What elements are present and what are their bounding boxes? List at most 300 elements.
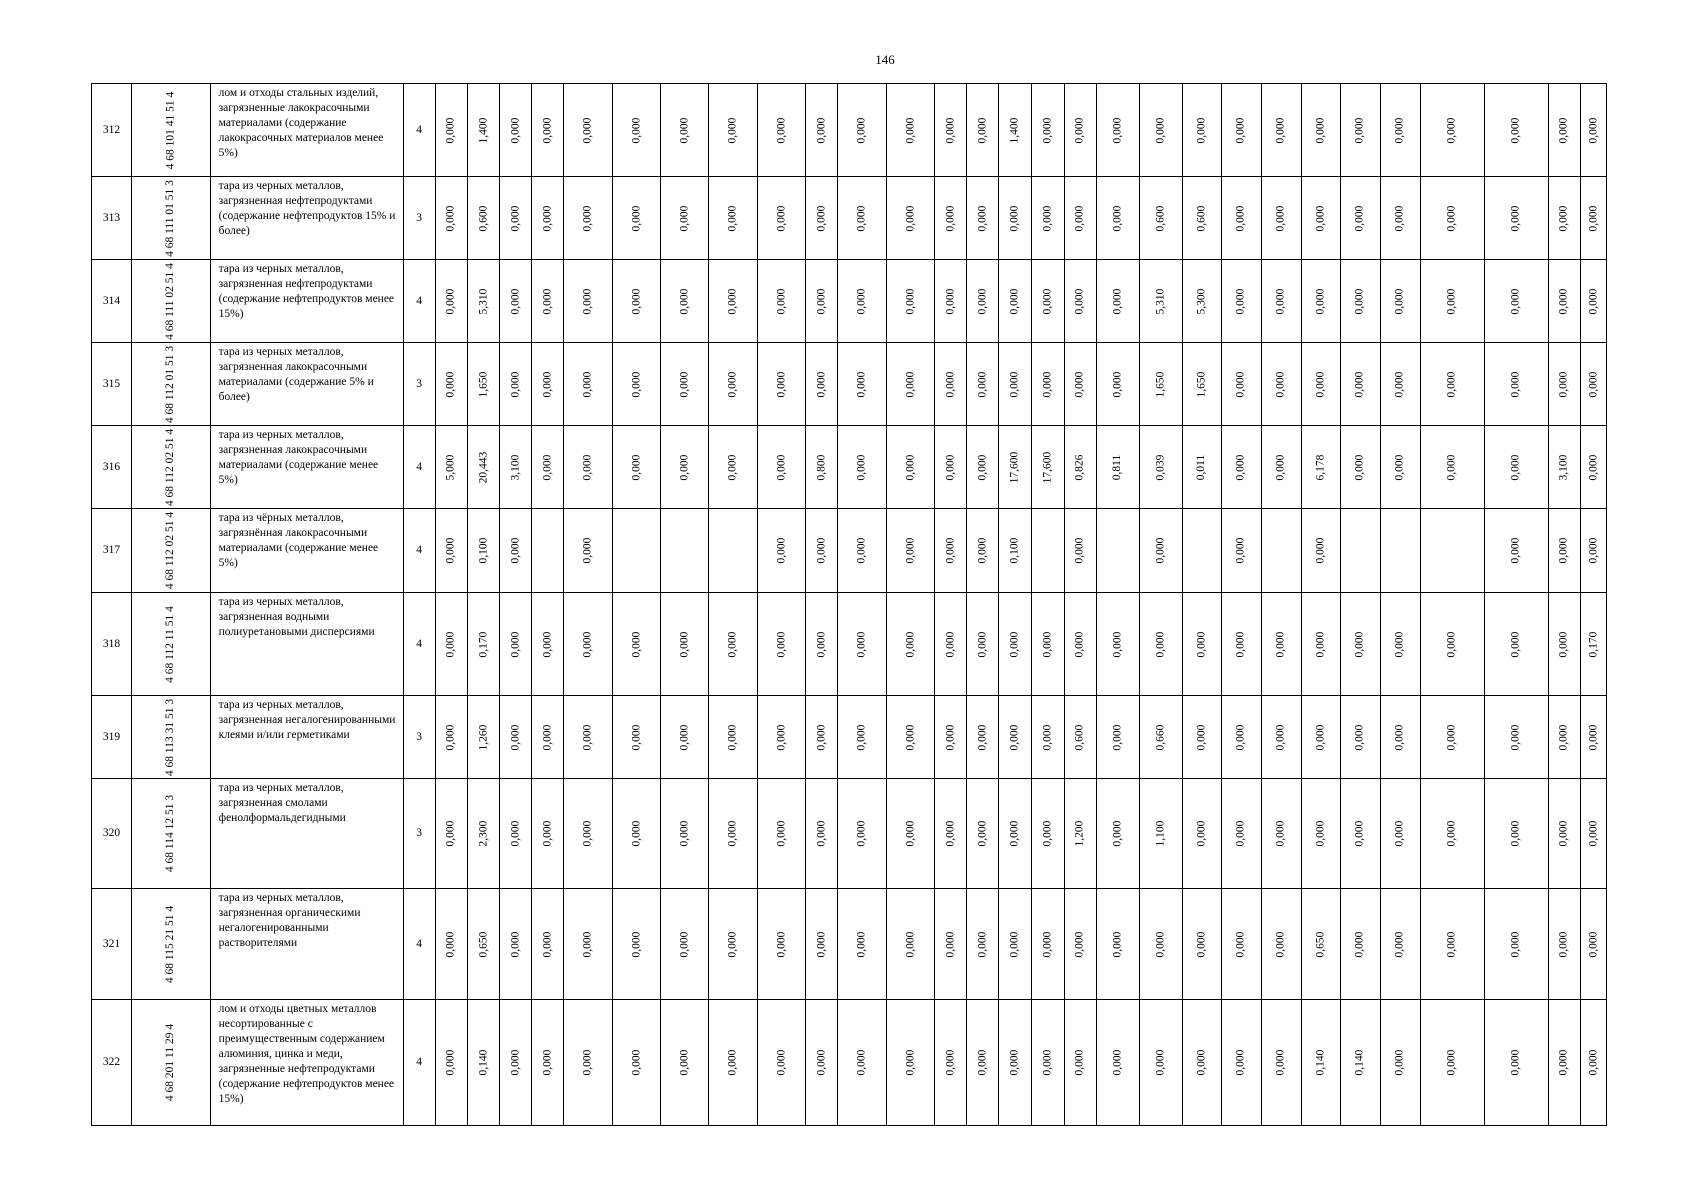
value-cell	[1301, 889, 1340, 1000]
value-cell	[838, 177, 887, 260]
value-cell	[999, 696, 1032, 779]
value-text: 0,000	[775, 117, 788, 143]
value-text: 0,000	[1274, 931, 1287, 957]
waste-name: тара из черных металлов, загрязненная нефтепродуктами (содержание нефтепродуктов менее 15%)	[210, 260, 403, 343]
value-cell	[1096, 1000, 1139, 1126]
waste-table-body	[92, 84, 1607, 1126]
value-text: 0,000	[509, 117, 522, 143]
value-cell	[1301, 593, 1340, 696]
value-text: 5,310	[1154, 288, 1166, 314]
waste-code: 4 68 112 02 51 4	[164, 511, 177, 590]
value-text: 0,100	[1008, 537, 1021, 564]
value-text: 0,000	[1195, 1049, 1207, 1076]
value-text: 1,400	[1008, 117, 1021, 143]
value-text: 0,000	[444, 631, 457, 657]
value-cell	[1139, 84, 1182, 177]
value-text: 0,000	[541, 205, 554, 231]
value-cell	[1301, 696, 1340, 779]
value-cell	[1261, 779, 1301, 889]
value-text: 0,000	[1274, 724, 1287, 750]
value-cell	[709, 1000, 758, 1126]
value-text: 0,000	[541, 288, 554, 314]
value-text: 0,000	[1195, 117, 1207, 143]
value-text: 0,000	[1195, 724, 1207, 750]
value-cell	[935, 177, 967, 260]
value-cell	[1261, 509, 1301, 593]
hazard-class: 4	[403, 509, 435, 593]
value-cell	[1261, 889, 1301, 1000]
value-cell	[532, 84, 564, 177]
value-cell	[1484, 779, 1548, 889]
value-cell	[1139, 343, 1182, 426]
value-text: 0,000	[775, 631, 788, 657]
value-text: 0,140	[1353, 1049, 1366, 1076]
value-text: 0,000	[1393, 205, 1406, 231]
value-text: 0,000	[904, 1049, 917, 1076]
value-text: 0,650	[1314, 931, 1326, 957]
value-cell	[1580, 509, 1607, 593]
value-cell	[1221, 509, 1261, 593]
value-cell	[935, 343, 967, 426]
value-text: 0,000	[509, 537, 522, 564]
value-cell	[1261, 177, 1301, 260]
value-text: 0,000	[1041, 631, 1054, 657]
value-text: 0,000	[1445, 371, 1458, 397]
value-text: 0,000	[815, 931, 828, 957]
value-text: 0,000	[630, 117, 643, 143]
value-cell	[500, 1000, 532, 1126]
value-cell	[1484, 889, 1548, 1000]
value-cell	[1182, 260, 1221, 343]
value-cell	[935, 84, 967, 177]
value-text: 0,000	[726, 1049, 739, 1076]
value-cell	[467, 84, 500, 177]
value-text: 1,650	[476, 371, 489, 397]
value-cell	[467, 593, 500, 696]
value-cell	[435, 343, 467, 426]
waste-code: 4 68 112 11 51 4	[164, 605, 177, 683]
value-cell	[838, 426, 887, 509]
waste-name: тара из чёрных металлов, загрязнённая лакокрасочными материалами (содержание менее 5%)	[210, 509, 403, 593]
value-cell	[532, 696, 564, 779]
value-cell	[1221, 177, 1261, 260]
value-cell	[1096, 84, 1139, 177]
value-text: 0,000	[904, 931, 917, 957]
value-text: 0,000	[1073, 371, 1086, 397]
value-cell	[967, 889, 999, 1000]
value-text: 0,000	[630, 724, 643, 750]
value-text: 0,000	[1274, 288, 1287, 314]
value-cell	[1221, 260, 1261, 343]
value-cell	[967, 509, 999, 593]
value-cell	[1380, 343, 1420, 426]
value-cell	[1580, 1000, 1607, 1126]
value-text: 1,100	[1154, 820, 1166, 847]
value-cell	[1031, 84, 1064, 177]
value-cell	[1548, 889, 1580, 1000]
value-cell	[661, 84, 709, 177]
value-cell	[435, 426, 467, 509]
waste-code: 4 68 113 31 51 3	[164, 698, 177, 776]
value-cell	[806, 84, 838, 177]
value-text: 0,000	[1041, 931, 1054, 957]
value-cell	[1221, 1000, 1261, 1126]
value-text: 0,000	[855, 724, 868, 750]
value-cell	[1031, 260, 1064, 343]
value-text: 0,000	[1393, 454, 1406, 480]
value-cell	[1064, 426, 1096, 509]
value-cell	[467, 260, 500, 343]
value-cell	[1301, 779, 1340, 889]
value-text: 0,000	[581, 724, 594, 750]
value-text: 0,000	[630, 454, 643, 480]
value-text: 0,000	[815, 371, 828, 397]
value-text: 0,000	[541, 724, 554, 750]
value-text: 0,000	[678, 931, 691, 957]
value-text: 0,000	[726, 117, 739, 143]
value-text: 0,000	[1111, 1049, 1123, 1076]
value-text: 0,000	[1073, 631, 1086, 657]
value-text: 0,000	[1557, 371, 1570, 397]
value-cell	[1548, 1000, 1580, 1126]
value-text: 0,000	[581, 371, 594, 397]
value-cell	[1420, 84, 1484, 177]
value-cell	[1420, 509, 1484, 593]
value-cell	[532, 509, 564, 593]
value-cell	[887, 509, 935, 593]
value-text: 0,000	[1073, 1049, 1086, 1076]
value-text: 0,000	[726, 205, 739, 231]
value-cell	[1380, 84, 1420, 177]
value-text: 0,000	[1509, 205, 1522, 231]
value-cell	[935, 260, 967, 343]
value-text: 0,140	[1314, 1049, 1326, 1076]
hazard-class: 4	[403, 260, 435, 343]
value-text: 0,000	[581, 205, 594, 231]
value-cell	[1182, 1000, 1221, 1126]
value-cell	[1580, 84, 1607, 177]
value-cell	[1548, 593, 1580, 696]
value-cell	[1031, 779, 1064, 889]
value-cell	[999, 343, 1032, 426]
value-cell	[709, 343, 758, 426]
value-text: 0,600	[1154, 205, 1166, 231]
value-text: 0,000	[509, 288, 522, 314]
value-cell	[999, 509, 1032, 593]
value-cell	[967, 593, 999, 696]
value-cell	[1420, 593, 1484, 696]
value-cell	[1221, 696, 1261, 779]
value-cell	[887, 779, 935, 889]
value-cell	[1182, 84, 1221, 177]
value-cell	[999, 177, 1032, 260]
value-text: 0,000	[444, 205, 457, 231]
value-text: 0,000	[1234, 537, 1247, 564]
value-text: 0,000	[581, 537, 594, 564]
value-cell	[1301, 426, 1340, 509]
value-text: 0,000	[1557, 820, 1570, 847]
value-cell	[1420, 696, 1484, 779]
waste-code: 4 68 201 11 29 4	[164, 1023, 177, 1102]
value-text: 0,000	[1445, 724, 1458, 750]
waste-code-cell	[132, 509, 211, 593]
waste-code-cell	[132, 260, 211, 343]
value-cell	[1340, 426, 1380, 509]
value-text: 0,000	[1111, 371, 1123, 397]
value-text: 0,000	[726, 454, 739, 480]
value-cell	[500, 343, 532, 426]
value-cell	[435, 779, 467, 889]
value-text: 0,000	[726, 288, 739, 314]
value-text: 0,000	[1557, 288, 1570, 314]
value-text: 0,000	[976, 288, 989, 314]
value-cell	[999, 593, 1032, 696]
value-text: 0,000	[944, 371, 957, 397]
value-text: 0,000	[1234, 631, 1247, 657]
value-cell	[1261, 84, 1301, 177]
value-text: 0,000	[1353, 724, 1366, 750]
row-number: 314	[92, 260, 132, 343]
value-text: 0,000	[815, 288, 828, 314]
value-cell	[1182, 509, 1221, 593]
value-text: 0,000	[1557, 537, 1570, 564]
value-text: 0,000	[775, 1049, 788, 1076]
value-cell	[532, 779, 564, 889]
value-text: 0,000	[1041, 820, 1054, 847]
value-text: 0,000	[1445, 205, 1458, 231]
hazard-class: 3	[403, 177, 435, 260]
value-cell	[1261, 343, 1301, 426]
value-cell	[661, 177, 709, 260]
value-cell	[806, 779, 838, 889]
value-text: 0,000	[541, 117, 554, 143]
waste-code-cell	[132, 889, 211, 1000]
value-cell	[1580, 177, 1607, 260]
value-text: 0,000	[1445, 931, 1458, 957]
value-cell	[1548, 177, 1580, 260]
value-text: 0,000	[1393, 1049, 1406, 1076]
value-text: 0,660	[1154, 724, 1166, 750]
value-text: 0,000	[444, 117, 457, 143]
value-cell	[838, 84, 887, 177]
value-text: 0,000	[815, 1049, 828, 1076]
value-text: 0,000	[581, 1049, 594, 1076]
value-text: 0,000	[726, 631, 739, 657]
value-cell	[709, 84, 758, 177]
waste-code: 4 68 112 01 51 3	[164, 345, 177, 423]
value-cell	[967, 84, 999, 177]
value-text: 0,600	[1195, 205, 1207, 231]
value-cell	[1064, 696, 1096, 779]
value-cell	[999, 84, 1032, 177]
value-cell	[1221, 889, 1261, 1000]
value-text: 3,100	[509, 454, 522, 480]
value-text: 0,000	[1111, 288, 1123, 314]
hazard-class: 4	[403, 1000, 435, 1126]
value-text: 0,000	[976, 631, 989, 657]
value-text: 0,000	[1557, 724, 1570, 750]
value-cell	[1064, 1000, 1096, 1126]
value-cell	[500, 426, 532, 509]
value-cell	[806, 343, 838, 426]
value-cell	[467, 343, 500, 426]
hazard-class: 4	[403, 889, 435, 1000]
value-cell	[999, 426, 1032, 509]
value-text: 0,000	[1154, 931, 1166, 957]
value-text: 5,300	[1195, 288, 1207, 314]
value-text: 0,650	[476, 931, 489, 957]
value-cell	[935, 509, 967, 593]
value-text: 0,000	[1041, 205, 1054, 231]
waste-code: 4 68 112 02 51 4	[164, 428, 177, 506]
value-cell	[1139, 509, 1182, 593]
value-text: 0,000	[944, 288, 957, 314]
value-cell	[1380, 593, 1420, 696]
value-cell	[532, 177, 564, 260]
value-cell	[1420, 779, 1484, 889]
table-row	[92, 177, 1607, 260]
value-text: 0,000	[1111, 820, 1123, 847]
value-cell	[1380, 696, 1420, 779]
value-text: 0,000	[1557, 931, 1570, 957]
row-number: 312	[92, 84, 132, 177]
value-cell	[1139, 889, 1182, 1000]
value-text: 0,000	[1509, 1049, 1522, 1076]
value-cell	[1182, 343, 1221, 426]
value-text: 0,039	[1154, 454, 1166, 480]
value-text: 0,000	[1073, 288, 1086, 314]
row-number: 321	[92, 889, 132, 1000]
value-text: 0,170	[1586, 631, 1599, 657]
value-cell	[1580, 343, 1607, 426]
value-text: 0,000	[1314, 631, 1326, 657]
value-cell	[887, 84, 935, 177]
waste-code: 4 68 115 21 51 4	[164, 905, 177, 983]
value-text: 0,000	[444, 1049, 457, 1076]
value-text: 0,000	[1509, 454, 1522, 480]
value-text: 0,000	[1509, 288, 1522, 314]
value-cell	[564, 84, 613, 177]
value-text: 0,000	[904, 724, 917, 750]
value-cell	[1580, 593, 1607, 696]
value-text: 0,000	[630, 371, 643, 397]
value-cell	[1548, 343, 1580, 426]
value-text: 0,000	[1586, 205, 1599, 231]
value-text: 0,000	[541, 454, 554, 480]
value-text: 0,000	[1509, 537, 1522, 564]
waste-code-cell	[132, 1000, 211, 1126]
value-text: 0,000	[1353, 820, 1366, 847]
value-text: 0,000	[1274, 631, 1287, 657]
value-text: 0,000	[1041, 1049, 1054, 1076]
value-cell	[1420, 260, 1484, 343]
value-text: 0,000	[678, 631, 691, 657]
value-text: 0,000	[904, 371, 917, 397]
value-cell	[935, 779, 967, 889]
value-text: 0,000	[904, 537, 917, 564]
value-text: 0,000	[1314, 371, 1326, 397]
value-cell	[967, 343, 999, 426]
value-cell	[1301, 509, 1340, 593]
value-cell	[1139, 1000, 1182, 1126]
value-text: 0,000	[444, 931, 457, 957]
value-text: 0,000	[1314, 205, 1326, 231]
value-cell	[1548, 696, 1580, 779]
value-text: 0,000	[1586, 288, 1599, 314]
value-cell	[613, 426, 661, 509]
value-text: 0,000	[976, 931, 989, 957]
value-cell	[613, 343, 661, 426]
value-cell	[1221, 779, 1261, 889]
value-text: 0,000	[726, 820, 739, 847]
value-text: 0,000	[726, 371, 739, 397]
value-text: 0,000	[581, 288, 594, 314]
row-number: 313	[92, 177, 132, 260]
value-text: 0,000	[678, 117, 691, 143]
value-cell	[1139, 177, 1182, 260]
value-cell	[1182, 889, 1221, 1000]
value-text: 0,000	[1586, 820, 1599, 847]
value-text: 0,000	[904, 454, 917, 480]
value-cell	[467, 426, 500, 509]
value-cell	[1139, 426, 1182, 509]
value-cell	[709, 177, 758, 260]
value-text: 0,000	[509, 820, 522, 847]
value-cell	[435, 260, 467, 343]
value-text: 0,000	[855, 631, 868, 657]
value-text: 1,260	[476, 724, 489, 750]
value-cell	[1064, 509, 1096, 593]
value-cell	[613, 177, 661, 260]
value-cell	[709, 509, 758, 593]
value-cell	[1261, 593, 1301, 696]
value-cell	[564, 889, 613, 1000]
value-text: 0,000	[630, 631, 643, 657]
waste-code-cell	[132, 177, 211, 260]
value-cell	[435, 509, 467, 593]
value-text: 0,000	[775, 205, 788, 231]
waste-code-cell	[132, 593, 211, 696]
value-cell	[1064, 343, 1096, 426]
value-cell	[1420, 343, 1484, 426]
value-text: 0,000	[678, 371, 691, 397]
value-text: 0,000	[541, 371, 554, 397]
value-text: 1,400	[476, 117, 489, 143]
value-cell	[564, 779, 613, 889]
value-text: 0,000	[976, 724, 989, 750]
value-cell	[838, 343, 887, 426]
value-text: 0,000	[678, 724, 691, 750]
value-cell	[1484, 696, 1548, 779]
table-row	[92, 426, 1607, 509]
value-cell	[532, 593, 564, 696]
value-text: 0,000	[726, 724, 739, 750]
value-cell	[1221, 593, 1261, 696]
value-text: 0,000	[678, 288, 691, 314]
value-cell	[1301, 84, 1340, 177]
waste-name: тара из черных металлов, загрязненная лакокрасочными материалами (содержание 5% и более)	[210, 343, 403, 426]
value-cell	[1221, 426, 1261, 509]
value-text: 0,000	[509, 1049, 522, 1076]
value-cell	[758, 696, 806, 779]
value-cell	[1031, 509, 1064, 593]
value-text: 0,000	[1008, 288, 1021, 314]
waste-code-cell	[132, 426, 211, 509]
value-cell	[887, 343, 935, 426]
value-text: 0,000	[1353, 931, 1366, 957]
table-row	[92, 779, 1607, 889]
table-row	[92, 593, 1607, 696]
